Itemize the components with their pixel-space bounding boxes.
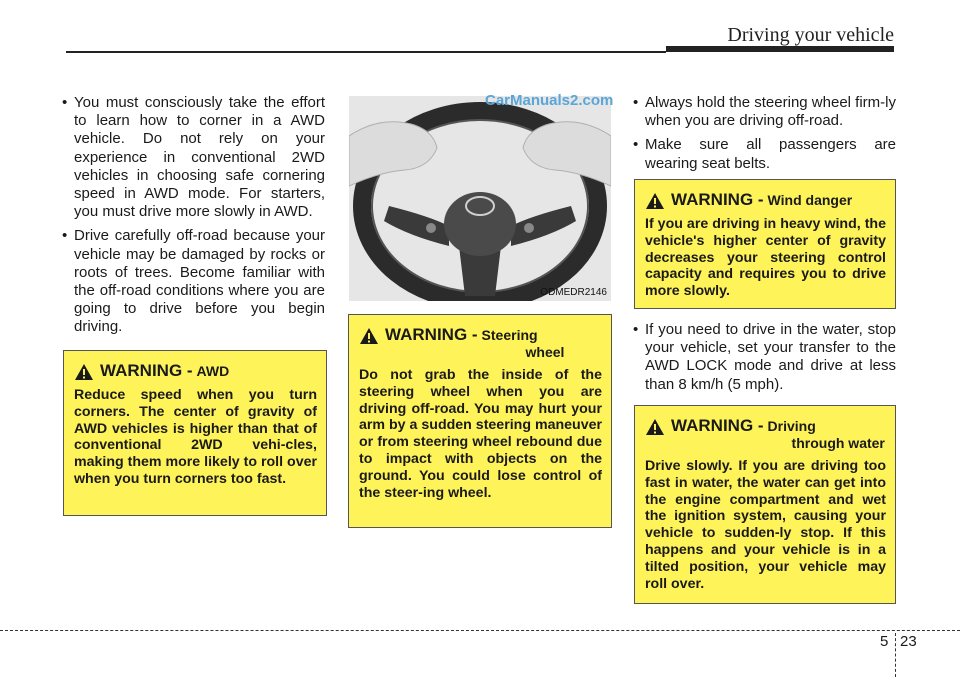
warning-body: Drive slowly. If you are driving too fast in water, the water can get into the engine compartment and wet the ignition system, causing your vehicle to sudden-ly stop. If this happens and your vehicle is in a tilted position, your vehicle may roll over. (645, 458, 886, 592)
warning-triangle-icon (645, 192, 665, 210)
warning-body: Do not grab the inside of the steering wheel when you are driving off-road. You may hurt your arm by a sudden steering maneuver or from steering wheel rebound due to impact with objects on the ground. You could lose control of the steer-ing wheel. (359, 367, 602, 501)
warning-subject: AWD (196, 363, 230, 379)
bullet-list-left (62, 94, 325, 337)
warning-subject: Driving through water (767, 418, 885, 451)
warning-box-steering-wheel (348, 314, 612, 528)
warning-label: WARNING - (100, 361, 193, 380)
warning-body: Reduce speed when you turn corners. The center of gravity of AWD vehicles is higher than that of conventional 2WD vehi-cles, making them more likely to roll over when you turn corners too fast. (74, 387, 317, 487)
warning-body: If you are driving in heavy wind, the vehicle's higher center of gravity decreases your steering control capacity and requires you to drive more slowly. (645, 216, 886, 300)
list-item: • You must consciously take the effort to learn how to corner in a AWD vehicle. Do not rely on your experience in conventional 2WD vehicles in choosing safe cornering speed in AWD mode. For starters, you must drive more slowly in AWD. (62, 94, 325, 221)
warning-label: WARNING - (385, 325, 478, 344)
header-title: Driving your vehicle (727, 24, 894, 46)
warning-heading (645, 190, 886, 210)
warning-label: WARNING - (671, 190, 764, 209)
warning-triangle-icon (359, 327, 379, 345)
warning-subject: Wind danger (767, 192, 853, 208)
header-rule-bold (666, 46, 894, 52)
page-number-divider (895, 633, 896, 677)
warning-triangle-icon (645, 418, 665, 436)
warning-subject: Steering wheel (481, 327, 565, 360)
watermark-text[interactable]: CarManuals2.com (485, 92, 614, 109)
figure-caption: ODMEDR2146 (540, 287, 607, 298)
warning-box-driving-through-water (634, 405, 896, 604)
bullet-list-right (633, 94, 896, 173)
list-item: • If you need to drive in the water, stop your vehicle, set your transfer to the AWD LOCK mode and drive at less than 8 km/h (5 mph). (633, 321, 896, 393)
page-number: 23 (900, 633, 917, 650)
warning-box-awd (63, 350, 327, 516)
steering-wheel-photo (349, 96, 611, 301)
warning-heading (74, 361, 317, 381)
list-item: • Always hold the steering wheel firm-ly when you are driving off-road. (633, 94, 896, 130)
steering-wheel-illustration (349, 96, 611, 301)
warning-label: WARNING - (671, 416, 764, 435)
bullet-list-right-mid (633, 321, 896, 394)
warning-heading (645, 416, 886, 452)
header-rule (66, 51, 666, 53)
warning-box-wind-danger (634, 179, 896, 309)
column-right-mid (633, 321, 896, 400)
section-number: 5 (880, 633, 889, 650)
column-left (62, 94, 325, 343)
footer-rule (0, 630, 960, 631)
list-item: • Make sure all passengers are wearing seat belts. (633, 136, 896, 172)
warning-heading (359, 325, 602, 361)
warning-triangle-icon (74, 363, 94, 381)
list-item: • Drive carefully off-road because your vehicle may be damaged by rocks or roots of trees. Become familiar with the off-road conditions where you are going to drive before you begin driving. (62, 227, 325, 336)
column-right-top (633, 94, 896, 179)
